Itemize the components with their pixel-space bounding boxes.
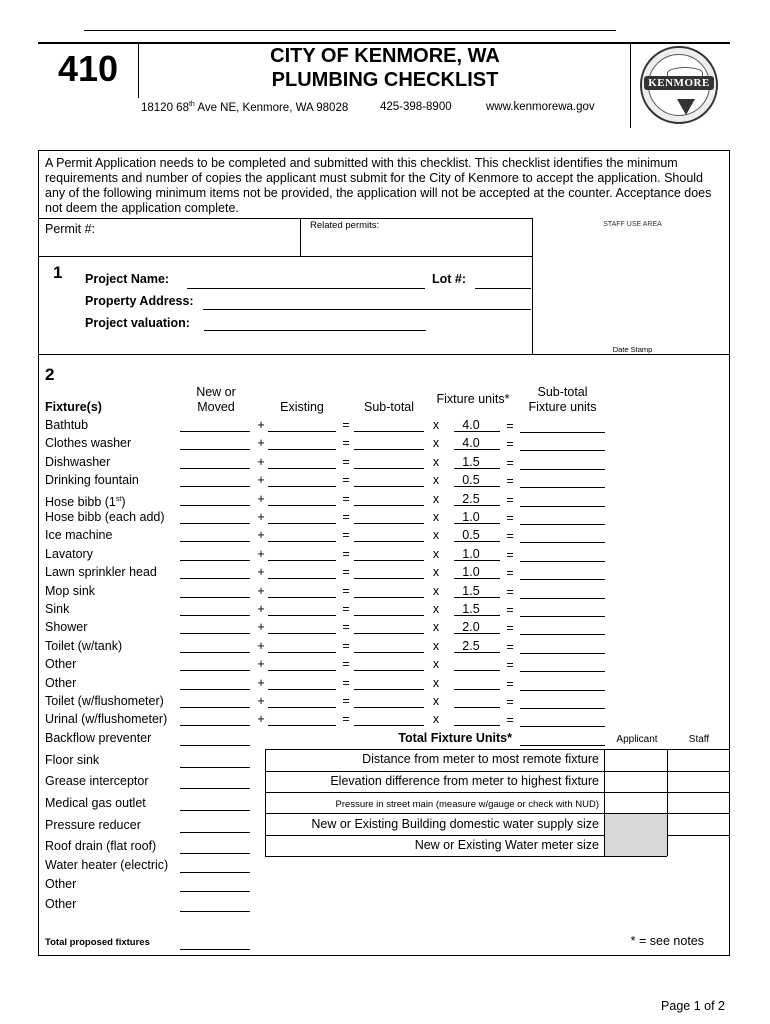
times-sign: x	[432, 492, 440, 506]
existing-field[interactable]	[268, 505, 336, 506]
fixture-units-line	[454, 670, 500, 671]
equals-sign: =	[506, 677, 514, 691]
extra-fixture-label: Other	[45, 877, 77, 891]
existing-field[interactable]	[268, 615, 336, 616]
project-valuation-label: Project valuation:	[85, 316, 190, 330]
new-moved-field[interactable]	[180, 449, 250, 450]
new-moved-field[interactable]	[180, 670, 250, 671]
date-stamp-label: Date Stamp	[612, 345, 653, 354]
title-line-1: CITY OF KENMORE, WA	[270, 45, 500, 67]
fixture-units-line	[454, 725, 500, 726]
fixture-units-value: 1.0	[462, 547, 480, 561]
permit-divider	[300, 218, 301, 256]
fixture-units-value: 2.5	[462, 639, 480, 653]
existing-field[interactable]	[268, 449, 336, 450]
plus-sign: +	[257, 565, 265, 579]
subtotal-field[interactable]	[354, 486, 424, 487]
col-subtotal-fixture-units: Sub-total Fixture units	[528, 385, 597, 414]
subtotal-field[interactable]	[354, 541, 424, 542]
property-address-field[interactable]	[203, 309, 531, 310]
fixture-units-line	[454, 597, 500, 598]
new-moved-field[interactable]	[180, 707, 250, 708]
fixture-units-line	[454, 486, 500, 487]
total-proposed-field[interactable]	[180, 949, 250, 950]
equals-sign: =	[342, 418, 350, 432]
fixture-units-value: 1.0	[462, 565, 480, 579]
grid-rule-5	[265, 856, 667, 857]
extra-fixture-label: Medical gas outlet	[45, 796, 146, 810]
form-number: 410	[57, 48, 119, 89]
top-rule	[84, 30, 616, 31]
times-sign: x	[432, 510, 440, 524]
existing-field[interactable]	[268, 670, 336, 671]
backflow-field[interactable]	[180, 745, 250, 746]
col-fixture-units: Fixture units*	[436, 392, 510, 406]
fixture-name: Mop sink	[45, 584, 96, 598]
equals-sign: =	[506, 493, 514, 507]
plus-sign: +	[257, 492, 265, 506]
total-fixture-units-field[interactable]	[520, 745, 605, 746]
times-sign: x	[432, 547, 440, 561]
times-sign: x	[432, 455, 440, 469]
fixture-name: Toilet (w/tank)	[45, 639, 123, 653]
new-moved-field[interactable]	[180, 615, 250, 616]
project-name-field[interactable]	[187, 288, 425, 289]
plus-sign: +	[257, 510, 265, 524]
fixture-units-line	[454, 633, 500, 634]
fixture-units-line	[454, 560, 500, 561]
fixture-units-value: 1.0	[462, 510, 480, 524]
new-moved-field[interactable]	[180, 725, 250, 726]
existing-field[interactable]	[268, 486, 336, 487]
extra-fixture-field[interactable]	[180, 853, 250, 854]
subtotal-fixture-units-field[interactable]	[520, 450, 605, 451]
col-new-moved: New or Moved	[196, 385, 236, 414]
subtotal-field[interactable]	[354, 523, 424, 524]
total-fixture-units-label: Total Fixture Units*	[398, 731, 512, 745]
header-divider-right	[630, 42, 631, 128]
staff-label: Staff	[688, 734, 710, 745]
existing-field[interactable]	[268, 541, 336, 542]
subtotal-fixture-units-field[interactable]	[520, 506, 605, 507]
fixture-units-value: 0.5	[462, 528, 480, 542]
extra-fixture-label: Floor sink	[45, 753, 100, 767]
equals-sign: =	[342, 639, 350, 653]
subtotal-field[interactable]	[354, 615, 424, 616]
times-sign: x	[432, 584, 440, 598]
equals-sign: =	[342, 657, 350, 671]
fixture-name: Lavatory	[45, 547, 93, 561]
grid-rule-1	[265, 771, 730, 772]
new-moved-field[interactable]	[180, 541, 250, 542]
fixture-name: Drinking fountain	[45, 473, 139, 487]
intro-text: A Permit Application needs to be completed and submitted with this checklist. This checklist identifies the minimum requirements and number of copies the applicant must submit for the City of Kenmore to accept the application. Should any of the following minimum items not be provided, the application will not be accepted at the counter. Acceptance does not deem the application complete.	[45, 156, 712, 215]
existing-field[interactable]	[268, 725, 336, 726]
see-notes: * = see notes	[630, 934, 704, 948]
intro-rule	[38, 218, 532, 219]
times-sign: x	[432, 602, 440, 616]
times-sign: x	[432, 436, 440, 450]
equals-sign: =	[342, 712, 350, 726]
fixture-units-value: 1.5	[462, 584, 480, 598]
times-sign: x	[432, 639, 440, 653]
subtotal-field[interactable]	[354, 505, 424, 506]
extra-fixture-label: Pressure reducer	[45, 818, 141, 832]
equals-sign: =	[506, 695, 514, 709]
equals-sign: =	[342, 473, 350, 487]
plus-sign: +	[257, 712, 265, 726]
fixture-units-value: 4.0	[462, 418, 480, 432]
equals-sign: =	[342, 547, 350, 561]
subtotal-field[interactable]	[354, 431, 424, 432]
new-moved-field[interactable]	[180, 560, 250, 561]
subtotal-fixture-units-field[interactable]	[520, 708, 605, 709]
fixture-units-value: 0.5	[462, 473, 480, 487]
backflow-label: Backflow preventer	[45, 731, 152, 745]
times-sign: x	[432, 657, 440, 671]
equals-sign: =	[342, 436, 350, 450]
equals-sign: =	[506, 585, 514, 599]
equals-sign: =	[342, 565, 350, 579]
phone: 425-398-8900	[380, 101, 452, 113]
extra-fixture-field[interactable]	[180, 832, 250, 833]
subtotal-field[interactable]	[354, 652, 424, 653]
times-sign: x	[432, 712, 440, 726]
subtotal-fixture-units-field[interactable]	[520, 579, 605, 580]
existing-field[interactable]	[268, 523, 336, 524]
plus-sign: +	[257, 620, 265, 634]
fixture-name: Toilet (w/flushometer)	[45, 694, 164, 708]
extra-fixture-field[interactable]	[180, 891, 250, 892]
fixture-units-value: 4.0	[462, 436, 480, 450]
fixture-name: Dishwasher	[45, 455, 111, 469]
fixture-units-line	[454, 689, 500, 690]
subtotal-field[interactable]	[354, 689, 424, 690]
fixture-units-line	[454, 707, 500, 708]
times-sign: x	[432, 528, 440, 542]
grid-rule-2	[265, 792, 730, 793]
times-sign: x	[432, 565, 440, 579]
subtotal-field[interactable]	[354, 578, 424, 579]
col-fixtures: Fixture(s)	[45, 400, 102, 414]
subtotal-field[interactable]	[354, 725, 424, 726]
extra-fixture-field[interactable]	[180, 810, 250, 811]
subtotal-field[interactable]	[354, 707, 424, 708]
subtotal-field[interactable]	[354, 560, 424, 561]
existing-field[interactable]	[268, 468, 336, 469]
fixture-units-line	[454, 541, 500, 542]
fixture-units-line	[454, 431, 500, 432]
subtotal-fixture-units-field[interactable]	[520, 432, 605, 433]
subtotal-field[interactable]	[354, 468, 424, 469]
header-divider-left	[138, 42, 139, 98]
new-moved-field[interactable]	[180, 431, 250, 432]
equals-sign: =	[506, 474, 514, 488]
fixture-units-value: 2.0	[462, 620, 480, 634]
water-supply-item: New or Existing Water meter size	[414, 838, 599, 852]
plus-sign: +	[257, 528, 265, 542]
equals-sign: =	[506, 456, 514, 470]
permit-label: Permit #:	[45, 222, 96, 236]
times-sign: x	[432, 676, 440, 690]
fixture-name: Shower	[45, 620, 88, 634]
equals-sign: =	[506, 621, 514, 635]
lot-label: Lot #:	[432, 272, 467, 286]
subtotal-fixture-units-field[interactable]	[520, 690, 605, 691]
equals-sign: =	[342, 694, 350, 708]
total-proposed-label: Total proposed fixtures	[45, 937, 150, 948]
new-moved-field[interactable]	[180, 578, 250, 579]
section1-top-rule	[38, 256, 532, 257]
subtotal-field[interactable]	[354, 670, 424, 671]
fixture-units-value: 1.5	[462, 602, 480, 616]
subtotal-fixture-units-field[interactable]	[520, 487, 605, 488]
fixture-name: Urinal (w/flushometer)	[45, 712, 168, 726]
subtotal-fixture-units-field[interactable]	[520, 616, 605, 617]
staff-use-label: STAFF USE AREA	[603, 221, 662, 228]
fixture-name: Clothes washer	[45, 436, 132, 450]
fixture-name: Hose bibb (1st)	[45, 495, 126, 510]
existing-field[interactable]	[268, 560, 336, 561]
new-moved-field[interactable]	[180, 505, 250, 506]
plus-sign: +	[257, 418, 265, 432]
equals-sign: =	[506, 640, 514, 654]
plus-sign: +	[257, 639, 265, 653]
equals-sign: =	[342, 602, 350, 616]
subtotal-field[interactable]	[354, 597, 424, 598]
plus-sign: +	[257, 602, 265, 616]
plus-sign: +	[257, 455, 265, 469]
property-address-label: Property Address:	[85, 294, 194, 308]
equals-sign: =	[342, 455, 350, 469]
lot-field[interactable]	[475, 288, 531, 289]
fixture-units-line	[454, 578, 500, 579]
subtotal-fixture-units-field[interactable]	[520, 653, 605, 654]
project-valuation-field[interactable]	[204, 330, 426, 331]
extra-fixture-field[interactable]	[180, 872, 250, 873]
extra-fixture-field[interactable]	[180, 767, 250, 768]
grid-left-divider	[265, 749, 266, 856]
grid-top-rule	[265, 749, 730, 750]
grid-staff-divider	[667, 749, 668, 856]
kenmore-seal-logo: KENMORE	[640, 46, 718, 124]
new-moved-field[interactable]	[180, 689, 250, 690]
page-number: Page 1 of 2	[661, 999, 725, 1013]
times-sign: x	[432, 418, 440, 432]
equals-sign: =	[342, 528, 350, 542]
plus-sign: +	[257, 676, 265, 690]
extra-fixture-field[interactable]	[180, 911, 250, 912]
existing-field[interactable]	[268, 689, 336, 690]
subtotal-field[interactable]	[354, 449, 424, 450]
plus-sign: +	[257, 584, 265, 598]
subtotal-fixture-units-field[interactable]	[520, 561, 605, 562]
equals-sign: =	[506, 419, 514, 433]
existing-field[interactable]	[268, 707, 336, 708]
equals-sign: =	[506, 511, 514, 525]
fixture-units-line	[454, 449, 500, 450]
water-supply-item: Distance from meter to most remote fixture	[362, 752, 599, 766]
plus-sign: +	[257, 473, 265, 487]
equals-sign: =	[506, 548, 514, 562]
equals-sign: =	[342, 510, 350, 524]
title-line-2: PLUMBING CHECKLIST	[271, 69, 499, 91]
extra-fixture-field[interactable]	[180, 788, 250, 789]
fixture-units-value: 2.5	[462, 492, 480, 506]
related-permits-label: Related permits:	[310, 220, 380, 231]
subtotal-field[interactable]	[354, 633, 424, 634]
staff-shaded-area	[605, 814, 667, 856]
section2-number: 2	[45, 365, 55, 384]
fixture-units-line	[454, 652, 500, 653]
subtotal-fixture-units-field[interactable]	[520, 524, 605, 525]
page-title	[160, 44, 610, 92]
existing-field[interactable]	[268, 633, 336, 634]
section1-number: 1	[53, 263, 63, 282]
fixture-units-value: 1.5	[462, 455, 480, 469]
subtotal-fixture-units-field[interactable]	[520, 598, 605, 599]
subtotal-fixture-units-field[interactable]	[520, 726, 605, 727]
plus-sign: +	[257, 436, 265, 450]
fixture-name: Other	[45, 676, 77, 690]
website-link[interactable]: www.kenmorewa.gov	[486, 101, 595, 113]
times-sign: x	[432, 620, 440, 634]
new-moved-field[interactable]	[180, 652, 250, 653]
staff-divider	[532, 218, 533, 354]
existing-field[interactable]	[268, 431, 336, 432]
new-moved-field[interactable]	[180, 486, 250, 487]
water-supply-item: Pressure in street main (measure w/gauge or check with NUD)	[335, 799, 599, 810]
extra-fixture-label: Roof drain (flat roof)	[45, 839, 157, 853]
new-moved-field[interactable]	[180, 633, 250, 634]
fixture-name: Sink	[45, 602, 70, 616]
equals-sign: =	[506, 566, 514, 580]
new-moved-field[interactable]	[180, 523, 250, 524]
existing-field[interactable]	[268, 652, 336, 653]
equals-sign: =	[342, 492, 350, 506]
equals-sign: =	[342, 620, 350, 634]
plus-sign: +	[257, 694, 265, 708]
subtotal-fixture-units-field[interactable]	[520, 671, 605, 672]
address: 18120 68th Ave NE, Kenmore, WA 98028	[141, 101, 349, 114]
extra-fixture-label: Grease interceptor	[45, 774, 149, 788]
subtotal-fixture-units-field[interactable]	[520, 542, 605, 543]
equals-sign: =	[342, 676, 350, 690]
fixture-name: Hose bibb (each add)	[45, 510, 165, 524]
subtotal-fixture-units-field[interactable]	[520, 634, 605, 635]
col-subtotal: Sub-total	[363, 400, 415, 414]
fixture-units-line	[454, 505, 500, 506]
fixture-name: Other	[45, 657, 77, 671]
extra-fixture-label: Water heater (electric)	[45, 858, 169, 872]
water-supply-item: Elevation difference from meter to highest fixture	[330, 774, 599, 788]
times-sign: x	[432, 694, 440, 708]
fixture-name: Lawn sprinkler head	[45, 565, 157, 579]
equals-sign: =	[342, 584, 350, 598]
fixture-units-line	[454, 523, 500, 524]
fixture-name: Bathtub	[45, 418, 89, 432]
col-existing: Existing	[280, 400, 324, 414]
equals-sign: =	[506, 658, 514, 672]
extra-fixture-label: Other	[45, 897, 77, 911]
existing-field[interactable]	[268, 597, 336, 598]
equals-sign: =	[506, 529, 514, 543]
fixture-name: Ice machine	[45, 528, 113, 542]
plus-sign: +	[257, 547, 265, 561]
times-sign: x	[432, 473, 440, 487]
subtotal-fixture-units-field[interactable]	[520, 469, 605, 470]
applicant-label: Applicant	[616, 734, 658, 745]
equals-sign: =	[506, 713, 514, 727]
fixture-units-line	[454, 468, 500, 469]
plus-sign: +	[257, 657, 265, 671]
existing-field[interactable]	[268, 578, 336, 579]
water-supply-item: New or Existing Building domestic water supply size	[311, 817, 599, 831]
section2-top-rule	[38, 354, 730, 355]
equals-sign: =	[506, 603, 514, 617]
project-name-label: Project Name:	[85, 272, 170, 286]
new-moved-field[interactable]	[180, 468, 250, 469]
new-moved-field[interactable]	[180, 597, 250, 598]
fixture-units-line	[454, 615, 500, 616]
equals-sign: =	[506, 437, 514, 451]
